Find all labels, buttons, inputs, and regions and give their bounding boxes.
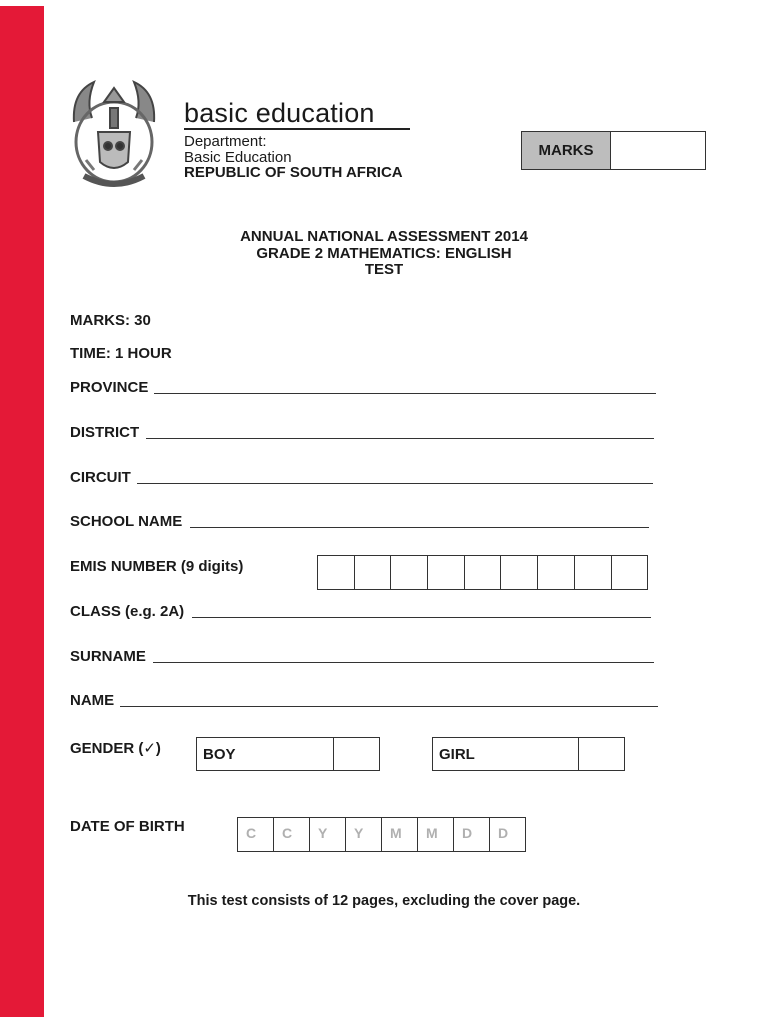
department-name: Basic Education — [184, 149, 292, 166]
dob-year-box[interactable]: Y — [345, 817, 382, 852]
test-title: TEST — [364, 261, 404, 278]
dob-label: DATE OF BIRTH — [70, 818, 185, 835]
dob-century-box[interactable]: C — [273, 817, 310, 852]
province-label: PROVINCE — [70, 379, 149, 396]
girl-label: GIRL — [433, 738, 579, 770]
subject-title: GRADE 2 MATHEMATICS: ENGLISH — [256, 245, 512, 262]
surname-field[interactable] — [153, 662, 654, 663]
name-field[interactable] — [120, 706, 658, 707]
school-name-label: SCHOOL NAME — [70, 513, 183, 530]
name-label: NAME — [70, 692, 115, 709]
class-field[interactable] — [192, 617, 651, 618]
emis-digit-box[interactable] — [427, 555, 465, 590]
class-label: CLASS (e.g. 2A) — [70, 603, 185, 620]
country-name: REPUBLIC OF SOUTH AFRICA — [184, 164, 403, 181]
marks-info: MARKS: 30 — [70, 312, 151, 329]
circuit-field[interactable] — [137, 483, 653, 484]
page-count-note: This test consists of 12 pages, excluding the cover page. — [187, 893, 581, 909]
marks-box-value[interactable] — [611, 132, 705, 169]
dob-month-box[interactable]: M — [381, 817, 418, 852]
province-field[interactable] — [154, 393, 656, 394]
dob-day-box[interactable]: D — [453, 817, 490, 852]
time-info: TIME: 1 HOUR — [70, 345, 172, 362]
gender-boy-option[interactable] — [196, 737, 380, 771]
dob-month-box[interactable]: M — [417, 817, 454, 852]
emis-digit-box[interactable] — [354, 555, 392, 590]
emis-digit-box[interactable] — [500, 555, 538, 590]
brand-underline — [184, 128, 410, 130]
boy-checkbox[interactable] — [334, 738, 379, 770]
girl-checkbox[interactable] — [579, 738, 624, 770]
emis-number-boxes — [318, 555, 648, 590]
dob-day-box[interactable]: D — [489, 817, 526, 852]
district-field[interactable] — [146, 438, 654, 439]
brand-name: basic education — [184, 98, 375, 128]
emis-digit-box[interactable] — [390, 555, 428, 590]
marks-box — [521, 131, 706, 170]
emis-digit-box[interactable] — [317, 555, 355, 590]
surname-label: SURNAME — [70, 648, 146, 665]
red-accent-bar — [0, 6, 44, 1017]
dob-century-box[interactable]: C — [237, 817, 274, 852]
emis-digit-box[interactable] — [464, 555, 502, 590]
emis-digit-box[interactable] — [611, 555, 649, 590]
department-label: Department: — [184, 133, 267, 150]
department-logo — [64, 72, 420, 194]
marks-box-label: MARKS — [522, 132, 611, 169]
emis-label: EMIS NUMBER (9 digits) — [70, 558, 244, 575]
circuit-label: CIRCUIT — [70, 469, 131, 486]
gender-label: GENDER (✓) — [70, 740, 161, 757]
coat-of-arms-icon — [64, 72, 164, 194]
assessment-title: ANNUAL NATIONAL ASSESSMENT 2014 — [240, 228, 528, 245]
dob-boxes — [238, 817, 526, 852]
school-name-field[interactable] — [190, 527, 649, 528]
gender-girl-option[interactable] — [432, 737, 625, 771]
emis-digit-box[interactable] — [537, 555, 575, 590]
dob-year-box[interactable]: Y — [309, 817, 346, 852]
boy-label: BOY — [197, 738, 334, 770]
emis-digit-box[interactable] — [574, 555, 612, 590]
district-label: DISTRICT — [70, 424, 140, 441]
